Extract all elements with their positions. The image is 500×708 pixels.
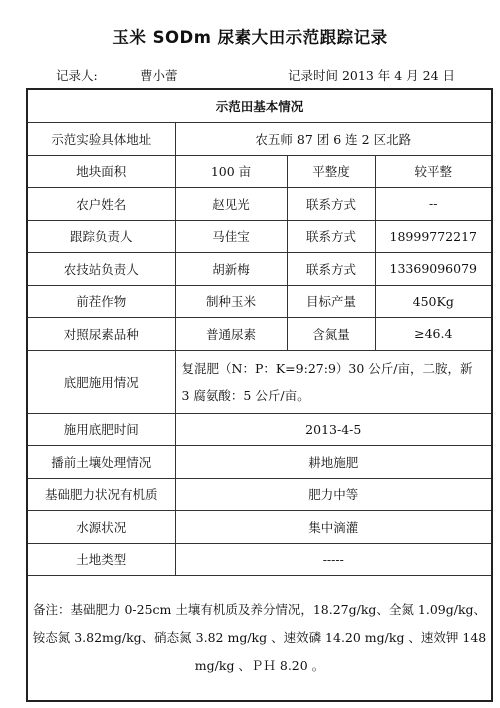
table-row [27,188,492,221]
table-row [27,155,492,188]
field-label: 平整度 [287,155,375,188]
field-label: 对照尿素品种 [27,318,175,351]
field-label: 目标产量 [287,285,375,318]
field-value: 肥力中等 [175,478,492,511]
field-label: 联系方式 [287,220,375,253]
field-label: 播前土壤处理情况 [27,446,175,479]
table-row [27,220,492,253]
address-value: 农五师 87 团 6 连 2 区北路 [175,123,492,156]
field-value: 较平整 [375,155,492,188]
note-row [27,576,492,702]
base-fertilizer-row [27,350,492,413]
table-row [27,318,492,351]
section-header: 示范田基本情况 [27,89,492,123]
field-label: 联系方式 [287,188,375,221]
field-label: 跟踪负责人 [27,220,175,253]
table-row [27,253,492,286]
field-label: 水源状况 [27,511,175,544]
note-text: 备注：基础肥力 0-25cm 土壤有机质及养分情况，18.27g/kg、全氮 1.09g/kg、铵态氮 3.82mg/kg、硝态氮 3.82 mg/kg 、速效磷 14.20 mg/kg 、速效钾 148 mg/kg 、ＰＨ 8.20 。 [27,576,492,702]
recorder-name: 曹小蕾 [140,68,178,83]
base-fertilizer-label: 底肥施用情况 [27,350,175,413]
table-row [27,285,492,318]
field-value: 制种玉米 [175,285,287,318]
field-label: 含氮量 [287,318,375,351]
field-value: ----- [175,543,492,576]
field-value: 马佳宝 [175,220,287,253]
address-label: 示范实验具体地址 [27,123,175,156]
field-label: 地块面积 [27,155,175,188]
section-header-row [27,89,492,123]
field-value: 2013-4-5 [175,413,492,446]
field-label: 前茬作物 [27,285,175,318]
recorder-label: 记录人: [56,68,98,83]
field-label: 农技站负责人 [27,253,175,286]
field-label: 基础肥力状况有机质 [27,478,175,511]
address-row [27,123,492,156]
base-fertilizer-value: 复混肥（N：P：K=9:27:9）30 公斤/亩，二胺，新 3 腐氨酸：5 公斤/亩。 [175,350,492,413]
field-label: 施用底肥时间 [27,413,175,446]
table-row [27,446,492,479]
table-row [27,413,492,446]
table-row [27,511,492,544]
field-value: 100 亩 [175,155,287,188]
record-time: 记录时间 2013 年 4 月 24 日 [288,68,456,83]
field-label: 农户姓名 [27,188,175,221]
field-value: 13369096079 [375,253,492,286]
field-value: 450Kg [375,285,492,318]
table-row [27,478,492,511]
document-title: 玉米 SODm 尿素大田示范跟踪记录 [112,28,388,47]
field-value: 赵见光 [175,188,287,221]
table-row [27,543,492,576]
record-table [26,88,493,702]
field-label: 联系方式 [287,253,375,286]
field-value: 耕地施肥 [175,446,492,479]
field-value: ≥46.4 [375,318,492,351]
field-value: 集中滴灌 [175,511,492,544]
field-value: 胡新梅 [175,253,287,286]
field-label: 土地类型 [27,543,175,576]
field-value: -- [375,188,492,221]
field-value: 普通尿素 [175,318,287,351]
field-value: 18999772217 [375,220,492,253]
